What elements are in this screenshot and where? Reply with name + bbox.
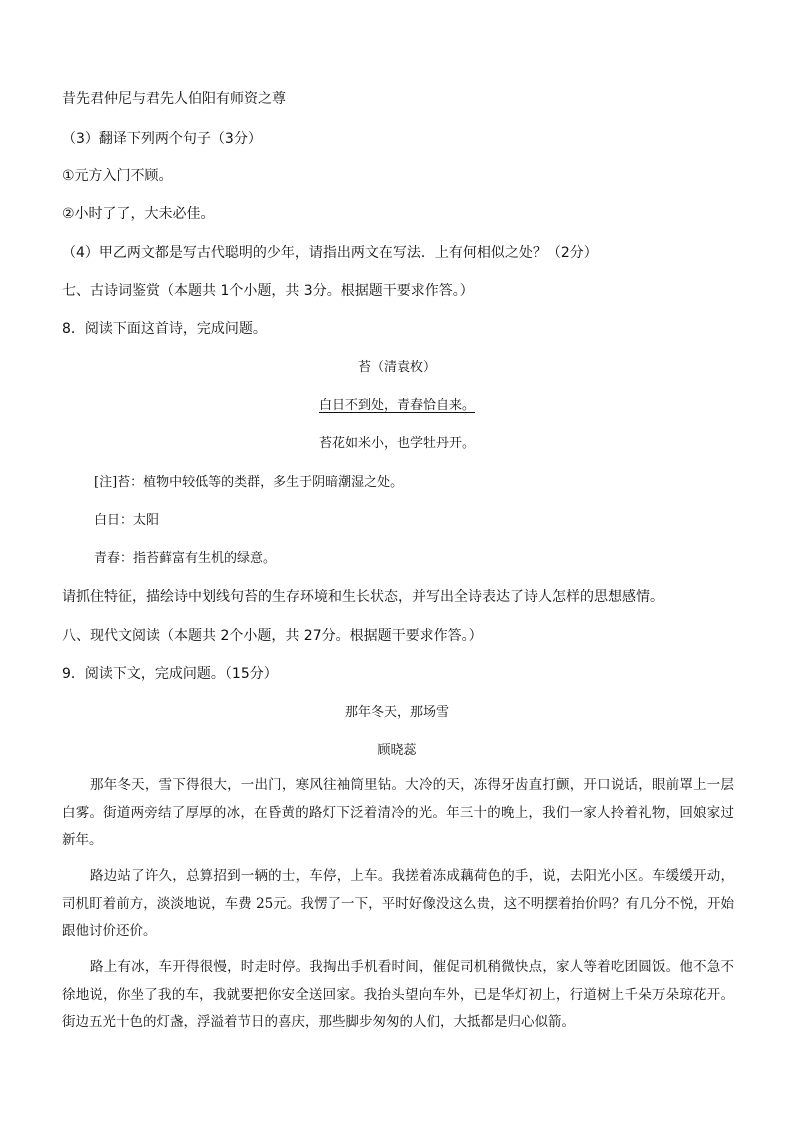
poem-underlined-line: 白日不到处，青春恰自来。 [318, 398, 475, 413]
poem-title: 苔（清袁枚） [357, 360, 436, 375]
article-paragraph: 那年冬天，雪下得很大，一出门，寒风往袖筒里钻。大冷的天，冻得牙齿直打颤，开口说话，眼前罩上一层白雾。街道两旁结了厚厚的冰，在昏黄的路灯下泛着清冷的光。年三十的晚上，我们一家人拎着礼物，回娘家过新年。 [62, 777, 734, 848]
section-7-heading: 七、古诗词鉴赏（本题共 1个小题，共 3分。根据题干要求作答。） [62, 283, 474, 299]
sentence-2: ②小时了了，大未必佳。 [62, 206, 215, 222]
note-line: [注]苔：植物中较低等的类群，多生于阴暗潮湿之处。 [94, 475, 404, 490]
poem-line-1 [0, 396, 794, 416]
poem-line-2: 苔花如米小，也学牡丹开。 [318, 436, 475, 451]
question-9: 9．阅读下文，完成问题。（15分） [62, 666, 278, 682]
note-line: 青春：指苔藓富有生机的绿意。 [94, 551, 277, 566]
question-3-heading: （3）翻译下列两个句子（3分） [62, 131, 262, 147]
sentence-1: ①元方入门不顾。 [62, 168, 173, 184]
article-author: 顾晓蕊 [377, 743, 417, 758]
article-title: 那年冬天，那场雪 [344, 705, 449, 720]
question-4: （4）甲乙两文都是写古代聪明的少年，请指出两文在写法．上有何相似之处？（2分） [62, 245, 598, 261]
article-paragraph: 路上有冰，车开得很慢，时走时停。我掏出手机看时间，催促司机稍微快点，家人等着吃团圆饭。他不急不徐地说，你坐了我的车，我就要把你安全送回家。我抬头望向车外，已是华灯初上，行道树上千朵万朵琼花开。街边五光十色的灯盏，浮溢着节日的喜庆，那些脚步匆匆的人们，大抵都是归心似箭。 [62, 959, 734, 1030]
section-8-heading: 八、现代文阅读（本题共 2个小题，共 27分。根据题干要求作答。） [62, 628, 483, 644]
question-8: 8．阅读下面这首诗，完成问题。 [62, 321, 267, 337]
note-line: 白日：太阳 [94, 513, 160, 528]
text-line: 昔先君仲尼与君先人伯阳有师资之尊 [62, 91, 286, 107]
article-paragraph: 路边站了许久，总算招到一辆的士，车停，上车。我搓着冻成藕荷色的手，说，去阳光小区。车缓缓开动，司机盯着前方，淡淡地说，车费 25元。我愣了一下，平时好像没这么贵，这不明摆着抬价吗？有几分不悦，开始跟他讨价还价。 [62, 868, 734, 939]
poem-question: 请抓住特征，描绘诗中划线句苔的生存环境和生长状态，并写出全诗表达了诗人怎样的思想感情。 [62, 589, 664, 605]
